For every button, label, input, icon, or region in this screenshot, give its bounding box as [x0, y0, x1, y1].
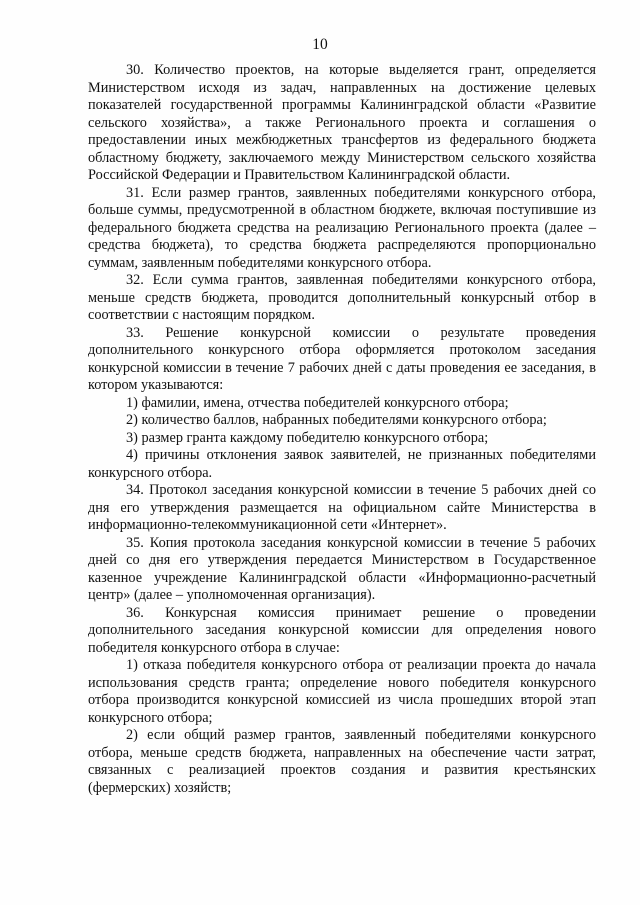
- paragraph-35: 35. Копия протокола заседания конкурсной комиссии в течение 5 рабочих дней со дня его утверждения передается Министерством в Государственное казенное учреждение Калининградской области «Информационно-расчетный центр» (далее – уполномоченная организация).: [88, 534, 596, 603]
- paragraph-32: 32. Если сумма грантов, заявленная победителями конкурсного отбора, меньше средств бюджета, проводится дополнительный конкурсный отбор в соответствии с настоящим порядком.: [88, 272, 596, 323]
- paragraph-36: 36. Конкурсная комиссия принимает решение о проведении дополнительного заседания конкурсной комиссии для определения нового победителя конкурсного отбора в случае:: [88, 604, 596, 656]
- document-body: [88, 62, 596, 797]
- list-item-33-3: 3) размер гранта каждому победителю конкурсного отбора;: [126, 429, 489, 446]
- paragraph-31: 31. Если размер грантов, заявленных победителями конкурсного отбора, больше суммы, предусмотренной в областном бюджете, включая поступившие из федерального бюджета средства на реализацию Регионального проекта (далее – средства бюджета), то средства бюджета распределяются пропорционально суммам, заявленным победителями конкурсного отбора.: [88, 184, 596, 271]
- page-number: 10: [312, 36, 328, 53]
- list-item-33-2: 2) количество баллов, набранных победителями конкурсного отбора;: [126, 412, 547, 428]
- list-item-33-1: 1) фамилии, имена, отчества победителей конкурсного отбора;: [126, 394, 509, 411]
- list-item-33-4: 4) причины отклонения заявок заявителей, не признанных победителями конкурсного отбора.: [88, 447, 596, 481]
- paragraph-30: 30. Количество проектов, на которые выделяется грант, определяется Министерством исходя из задач, направленных на достижение целевых показателей государственной программы Калининградской области «Развитие сельского хозяйства», а также Регионального проекта и соглашения о предоставлении иных межбюджетных трансфертов из федерального бюджета областному бюджету, заключаемого между Министерством сельского хозяйства Российской Федерации и Правительством Калининградской области.: [88, 62, 596, 183]
- list-item-36-2: 2) если общий размер грантов, заявленный победителями конкурсного отбора, меньше средств бюджета, направленных на обеспечение части затрат, связанных с реализацией проектов создания и развития крестьянских (фермерских) хозяйств;: [88, 727, 596, 796]
- paragraph-34: 34. Протокол заседания конкурсной комиссии в течение 5 рабочих дней со дня его утверждения размещается на официальном сайте Министерства в информационно-телекоммуникационной сети «Интернет».: [88, 482, 596, 533]
- list-item-36-1: 1) отказа победителя конкурсного отбора от реализации проекта до начала использования средств гранта; определение нового победителя конкурсного отбора производится конкурсной комиссией из числа прошедших второй этап конкурсного отбора;: [88, 657, 596, 726]
- paragraph-33: 33. Решение конкурсной комиссии о результате проведения дополнительного конкурсного отбора оформляется протоколом заседания конкурсной комиссии в течение 7 рабочих дней с даты проведения ее заседания, в котором указываются:: [88, 324, 596, 393]
